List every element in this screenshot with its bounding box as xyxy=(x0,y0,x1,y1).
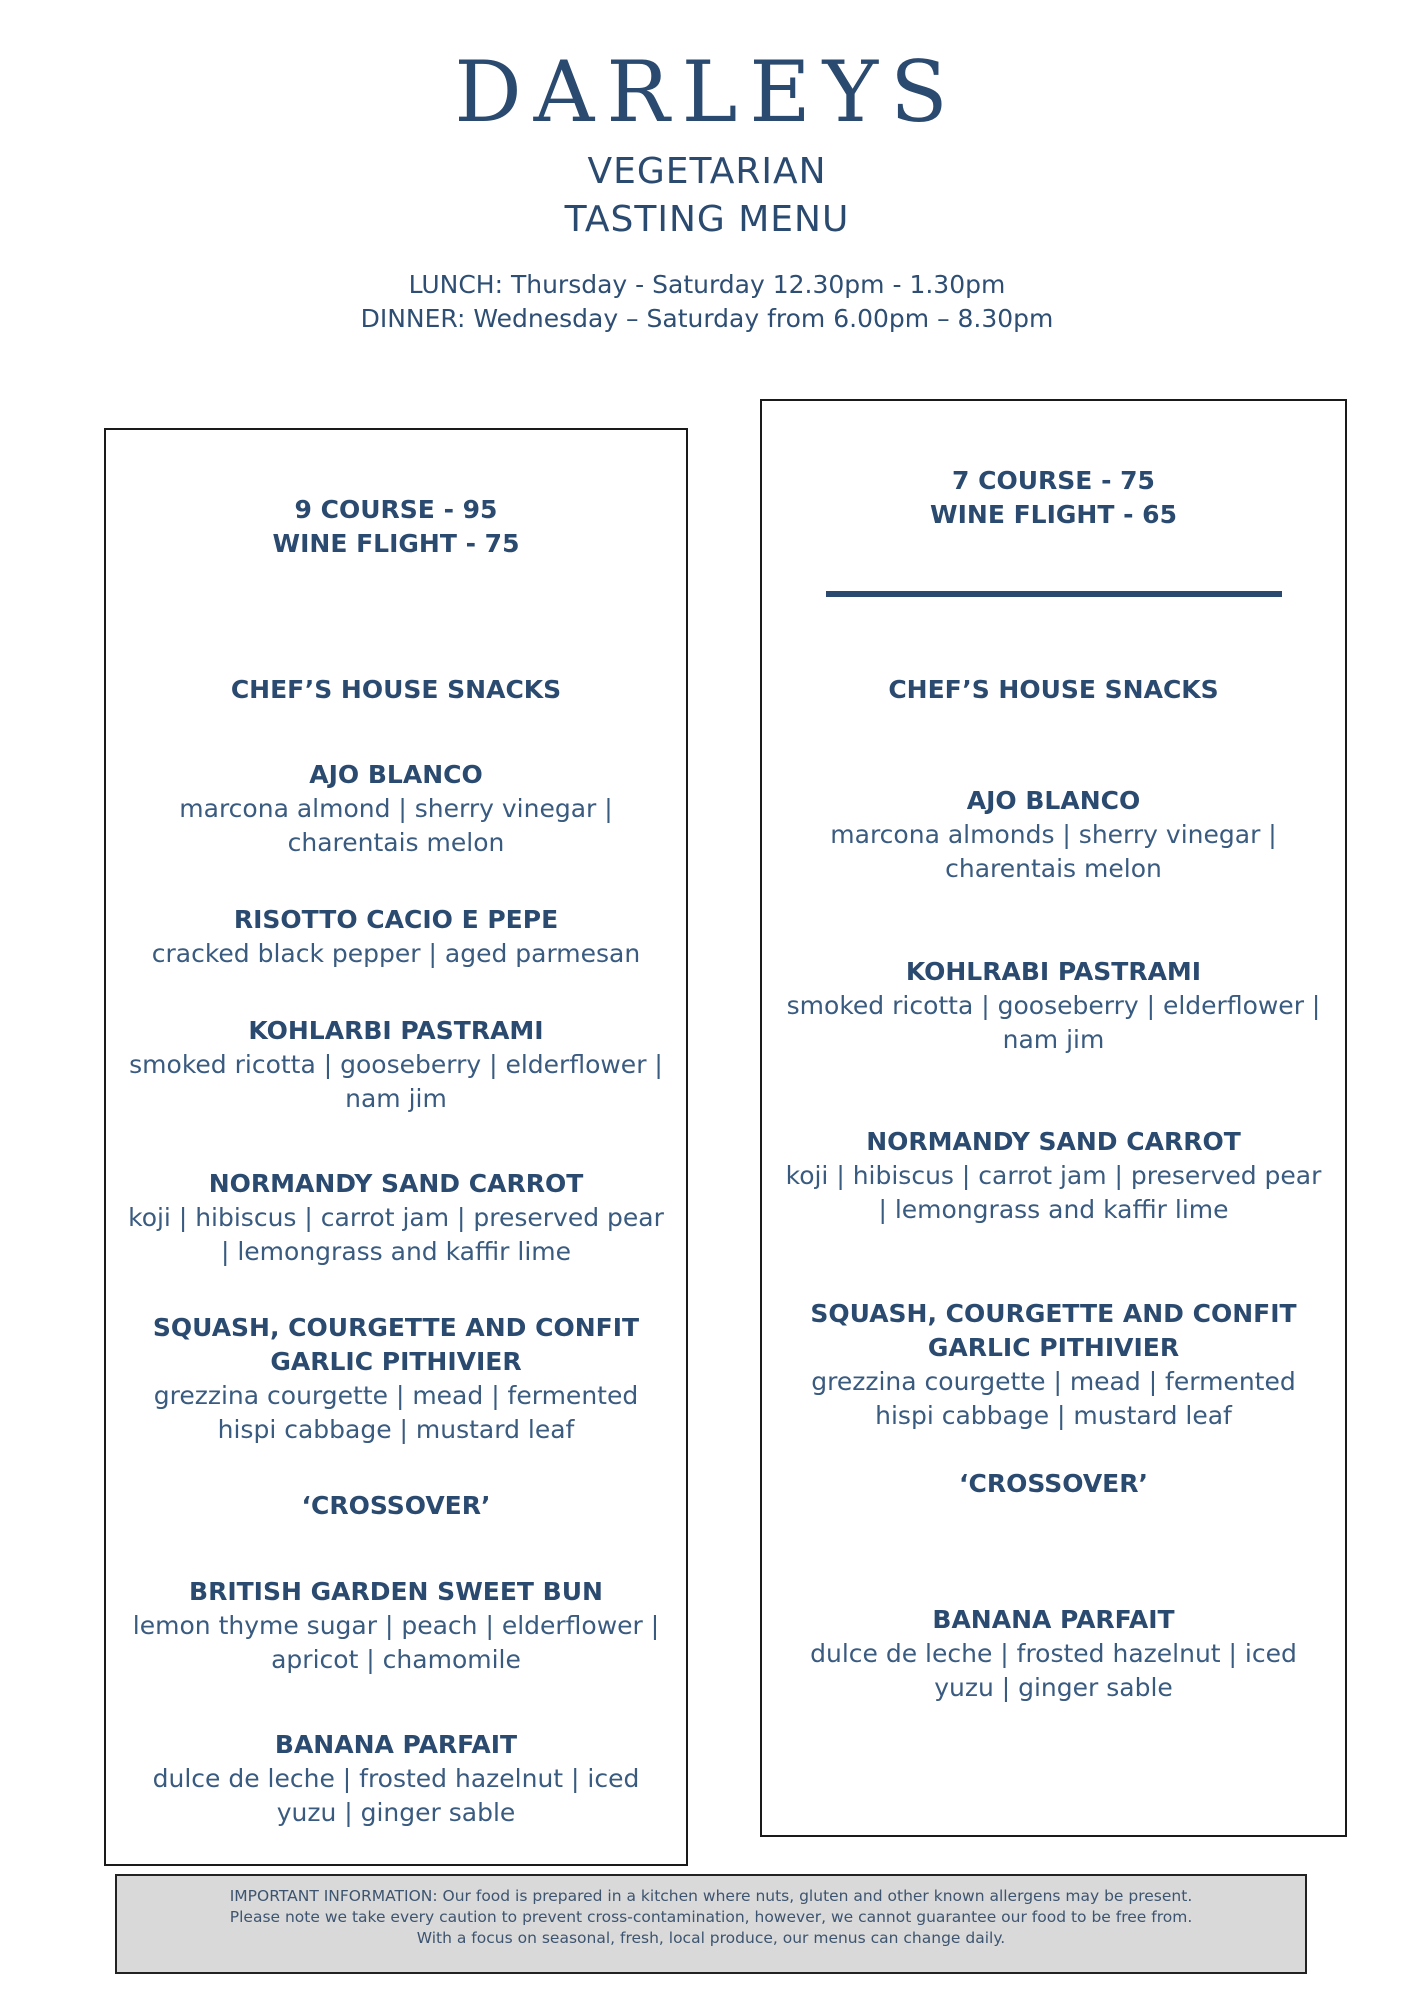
dish-description: smoked ricotta | gooseberry | elderflower | xyxy=(786,991,1321,1020)
dish-title: BANANA PARFAIT xyxy=(274,1730,518,1759)
dish-description: marcona almonds | sherry vinegar | xyxy=(830,820,1277,849)
dish-description: grezzina courgette | mead | fermented xyxy=(153,1381,639,1410)
dish-title: ‘CROSSOVER’ xyxy=(959,1469,1148,1498)
dish-description: koji | hibiscus | carrot jam | preserved pear xyxy=(128,1203,664,1232)
dish-description: cracked black pepper | aged parmesan xyxy=(151,939,641,968)
dish-title: KOHLARBI PASTRAMI xyxy=(248,1016,544,1045)
notice-line: IMPORTANT INFORMATION: Our food is prepared in a kitchen where nuts, gluten and other known allergens may be present. xyxy=(229,1887,1193,1905)
dish-title: KOHLRABI PASTRAMI xyxy=(905,957,1202,986)
dish-title: CHEF’S HOUSE SNACKS xyxy=(888,675,1219,704)
nine-course-menu xyxy=(104,428,688,1866)
menu-title-line1: VEGETARIAN xyxy=(587,151,827,192)
course-price: 7 COURSE - 75 xyxy=(952,466,1155,495)
dish-description: marcona almond | sherry vinegar | xyxy=(179,794,613,823)
dish-description: dulce de leche | frosted hazelnut | iced xyxy=(152,1764,640,1793)
brand-logo: DARLEYS xyxy=(454,43,960,141)
menu-title-line2: TASTING MENU xyxy=(564,199,850,240)
notice-line: With a focus on seasonal, fresh, local produce, our menus can change daily. xyxy=(416,1929,1006,1947)
wine-flight-price: WINE FLIGHT - 75 xyxy=(272,529,520,558)
dish-title: BRITISH GARDEN SWEET BUN xyxy=(189,1577,603,1606)
dish-description: | lemongrass and kaffir lime xyxy=(878,1195,1229,1224)
dish-description: grezzina courgette | mead | fermented xyxy=(811,1367,1296,1396)
dish-title: RISOTTO CACIO E PEPE xyxy=(233,905,559,934)
dish-title: SQUASH, COURGETTE AND CONFIT xyxy=(810,1299,1297,1328)
notice-line: Please note we take every caution to prevent cross-contamination, however, we cannot guarantee our food to be free from. xyxy=(229,1908,1193,1926)
dish-title: NORMANDY SAND CARROT xyxy=(866,1127,1241,1156)
dish-description: smoked ricotta | gooseberry | elderflower | xyxy=(129,1050,663,1079)
dish-description: koji | hibiscus | carrot jam | preserved pear xyxy=(785,1161,1322,1190)
dish-description: nam jim xyxy=(1002,1025,1105,1054)
dish-title: GARLIC PITHIVIER xyxy=(270,1347,522,1376)
dish-description: lemon thyme sugar | peach | elderflower | xyxy=(132,1611,660,1640)
dish-title: NORMANDY SAND CARROT xyxy=(208,1169,584,1198)
dish-title: AJO BLANCO xyxy=(966,786,1141,815)
dish-title: GARLIC PITHIVIER xyxy=(927,1333,1180,1362)
wine-flight-price: WINE FLIGHT - 65 xyxy=(930,500,1177,529)
seven-course-menu xyxy=(760,399,1347,1837)
divider xyxy=(826,591,1282,597)
dish-description: dulce de leche | frosted hazelnut | iced xyxy=(810,1639,1297,1668)
dish-title: SQUASH, COURGETTE AND CONFIT xyxy=(152,1313,640,1342)
allergen-notice xyxy=(115,1874,1307,1974)
dish-description: yuzu | ginger sable xyxy=(276,1798,516,1827)
dish-description: apricot | chamomile xyxy=(271,1645,521,1674)
course-price: 9 COURSE - 95 xyxy=(294,495,498,524)
dish-title: BANANA PARFAIT xyxy=(932,1605,1175,1634)
dish-title: AJO BLANCO xyxy=(309,760,483,789)
lunch-hours: LUNCH: Thursday - Saturday 12.30pm - 1.30pm xyxy=(408,270,1006,299)
dish-description: charentais melon xyxy=(287,828,505,857)
dish-title: ‘CROSSOVER’ xyxy=(301,1491,491,1520)
dish-description: | lemongrass and kaffir lime xyxy=(220,1237,571,1266)
dish-description: hispi cabbage | mustard leaf xyxy=(217,1415,575,1444)
dinner-hours: DINNER: Wednesday – Saturday from 6.00pm – 8.30pm xyxy=(360,304,1054,333)
dish-title: CHEF’S HOUSE SNACKS xyxy=(230,675,562,704)
dish-description: charentais melon xyxy=(945,854,1162,883)
dish-description: nam jim xyxy=(345,1084,447,1113)
dish-description: yuzu | ginger sable xyxy=(934,1673,1173,1702)
dish-description: hispi cabbage | mustard leaf xyxy=(875,1401,1232,1430)
